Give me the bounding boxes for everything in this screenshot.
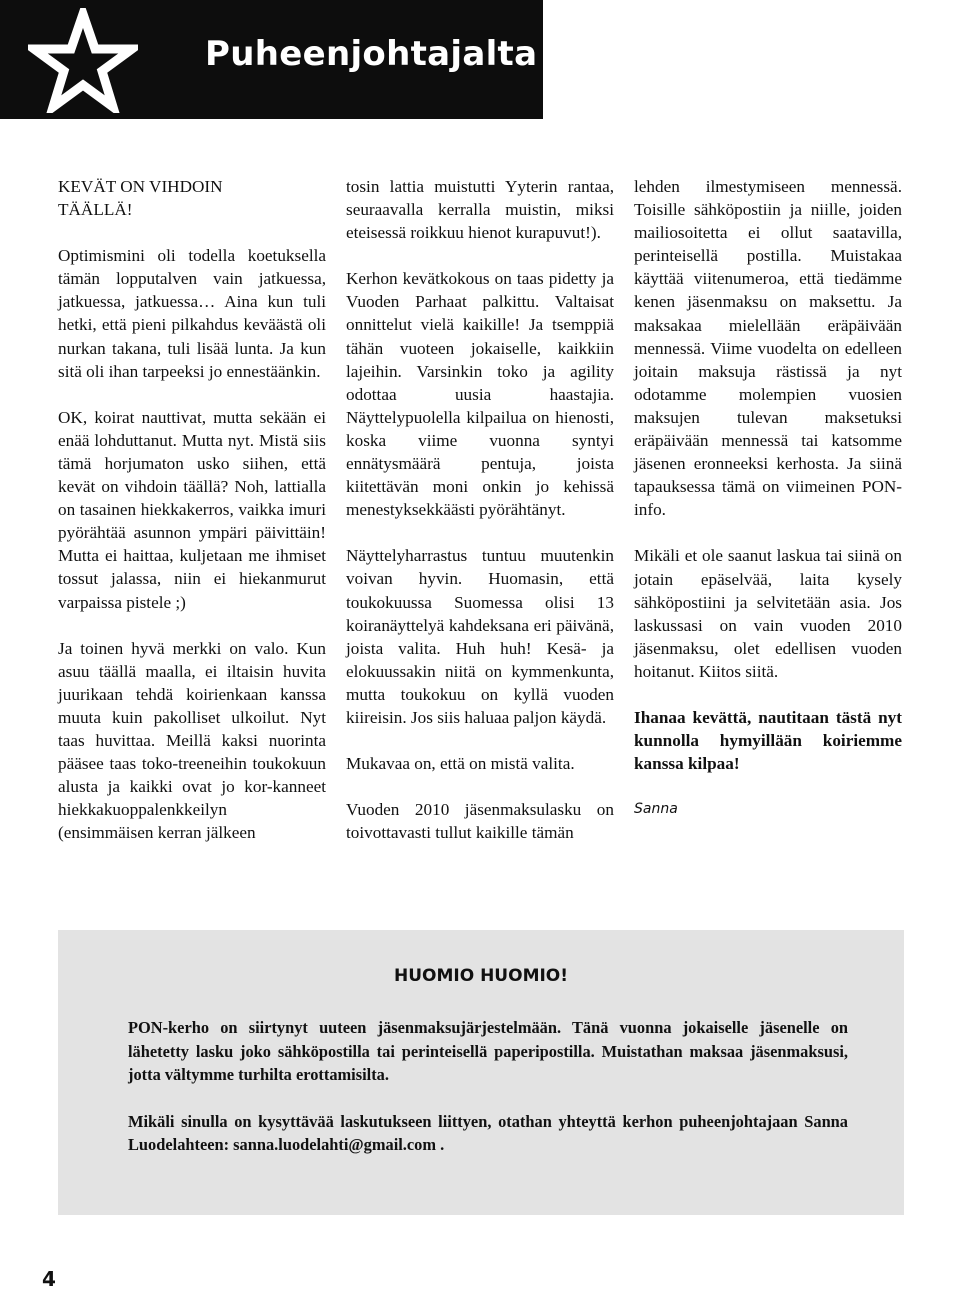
body-paragraph: lehden ilmestymiseen mennessä. Toisille sähköpostiin ja niille, joiden mailiosoitetta ei ollut saatavilla, perinteisellä postilla. Muistakaa käyttää viitenumeroa, että tiedämme kenen jäsenmaksu on maksettu. Ja maksakaa mielellään eräpäivään mennessä. Viime vuodelta on edelleen joitain maksuja rästissä ja nyt odotamme molempien vuosien maksujen tulevan maksetuksi eräpäivään mennessä tai katsomme jäsenen eronneeksi kerhosta. Ja siinä tapauksessa tämä on viimeinen PON-info. <box>634 177 902 520</box>
closing-greeting: Ihanaa kevättä, nautitaan tästä nyt kunnolla hymyillään koiriemme kanssa kilpaa! <box>634 707 902 774</box>
article-column-2 <box>346 175 614 867</box>
body-paragraph: Kerhon kevätkokous on taas pidetty ja Vuoden Parhaat palkittu. Valtaisat onnittelut vielä kaikille! Ja tsemppiä tähän vuoteen jokaiselle, kaikkiin lajeihin. Varsinkin toko ja agility odottaa uusia haastajia. Näyttelypuolella kilpailua on hienosti, koska viime vuonna syntyi ennätysmäärä pentuja, joista kiitettävän moni onkin jo kehissä menestyksekkäästi pyörähtänyt. <box>346 269 614 520</box>
heading-paragraph: KEVÄT ON VIHDOIN TÄÄLLÄ! <box>58 177 223 220</box>
notice-paragraph: PON-kerho on siirtynyt uuteen jäsenmaksujärjestelmään. Tänä vuonna jokaiselle jäsenelle on lähetetty lasku joko sähköpostilla tai perinteisellä paperipostilla. Muistathan maksaa jäsenmaksusi, jotta vältymme turhilta erottamisilta. <box>128 1018 848 1085</box>
body-paragraph: OK, koirat nauttivat, mutta sekään ei enää lohduttanut. Mutta nyt. Mistä siis tämä horjumaton usko siihen, että kevät on vihdoin täällä? Noh, lattialla on tasainen hiekkakerros, vaikka imuri pyörähtää asunnon ympäri päivittäin! Mutta ei haittaa, kuljetaan me ihmiset tossut jalassa, niin ei hiekanmurut varpaissa pistele ;) <box>58 407 326 612</box>
body-paragraph: tosin lattia muistutti Yyterin rantaa, seuraavalla kerralla muistin, miksi eteisessä roikkuu hienot kurapuvut!). <box>346 177 614 243</box>
notice-title: HUOMIO HUOMIO! <box>393 966 569 986</box>
notice-paragraph: Mikäli sinulla on kysyttävää laskutukseen liittyen, otathan yhteyttä kerhon puheenjohtajaan Sanna Luodelahteen: sanna.luodelahti@gmail.com . <box>128 1111 848 1155</box>
body-paragraph: Mukavaa on, että on mistä valita. <box>346 754 575 774</box>
header-banner <box>0 0 543 119</box>
page-number: 4 <box>42 1267 56 1291</box>
star-icon <box>28 8 138 113</box>
body-paragraph: Mikäli et ole saanut laskua tai siinä on jotain epäselvää, laita kysely sähköpostiini ja selvitetään asia. Jos laskussasi on vain vuoden 2010 jäsenmaksu, olet edellisen vuoden hoitanut. Kiitos siitä. <box>634 546 902 681</box>
signature: Sanna <box>634 801 678 818</box>
article-column-1 <box>58 175 326 867</box>
body-paragraph: Näyttelyharrastus tuntuu muutenkin voivan hyvin. Huomasin, että toukokuussa Suomessa olisi 13 koiranäyttelyä kahdeksana eri päivänä, joista valita. Huh huh! Kesä- ja elokuussakin niitä on kymmenkunta, mutta toukokuu on kyllä vuoden kiireisin. Jos siis haluaa paljon käydä. <box>346 546 614 727</box>
body-paragraph: Vuoden 2010 jäsenmaksulasku on toivottavasti tullut kaikille tämän <box>346 800 614 843</box>
body-paragraph: Ja toinen hyvä merkki on valo. Kun asuu täällä maalla, ei iltaisin huvita juurikaan tehdä koirienkaan kanssa muuta kuin pakolliset ulkoilut. Nyt taas huvittaa. Meillä kaksi nuorinta pääsee taas toko-treeneihin toukokuun alusta ja kaikki ovat jo kor-kanneet hiekkakuoppalenkkeilyn (ensimmäisen kerran jälkeen <box>58 638 326 843</box>
body-paragraph: Optimismini oli todella koetuksella tämän lopputalven vain jatkuessa, jatkuessa, jatkuessa… Aina kun tuli hetki, että pieni pilkahdus keväästä oli nurkan takana, tuli lisää lunta. Ja kun sitä oli ihan tarpeeksi jo ennestäänkin. <box>58 246 326 381</box>
notice-box <box>58 930 904 1215</box>
page-title: Puheenjohtajalta <box>205 34 538 74</box>
notice-body <box>128 1016 848 1180</box>
article-column-3 <box>634 175 902 844</box>
